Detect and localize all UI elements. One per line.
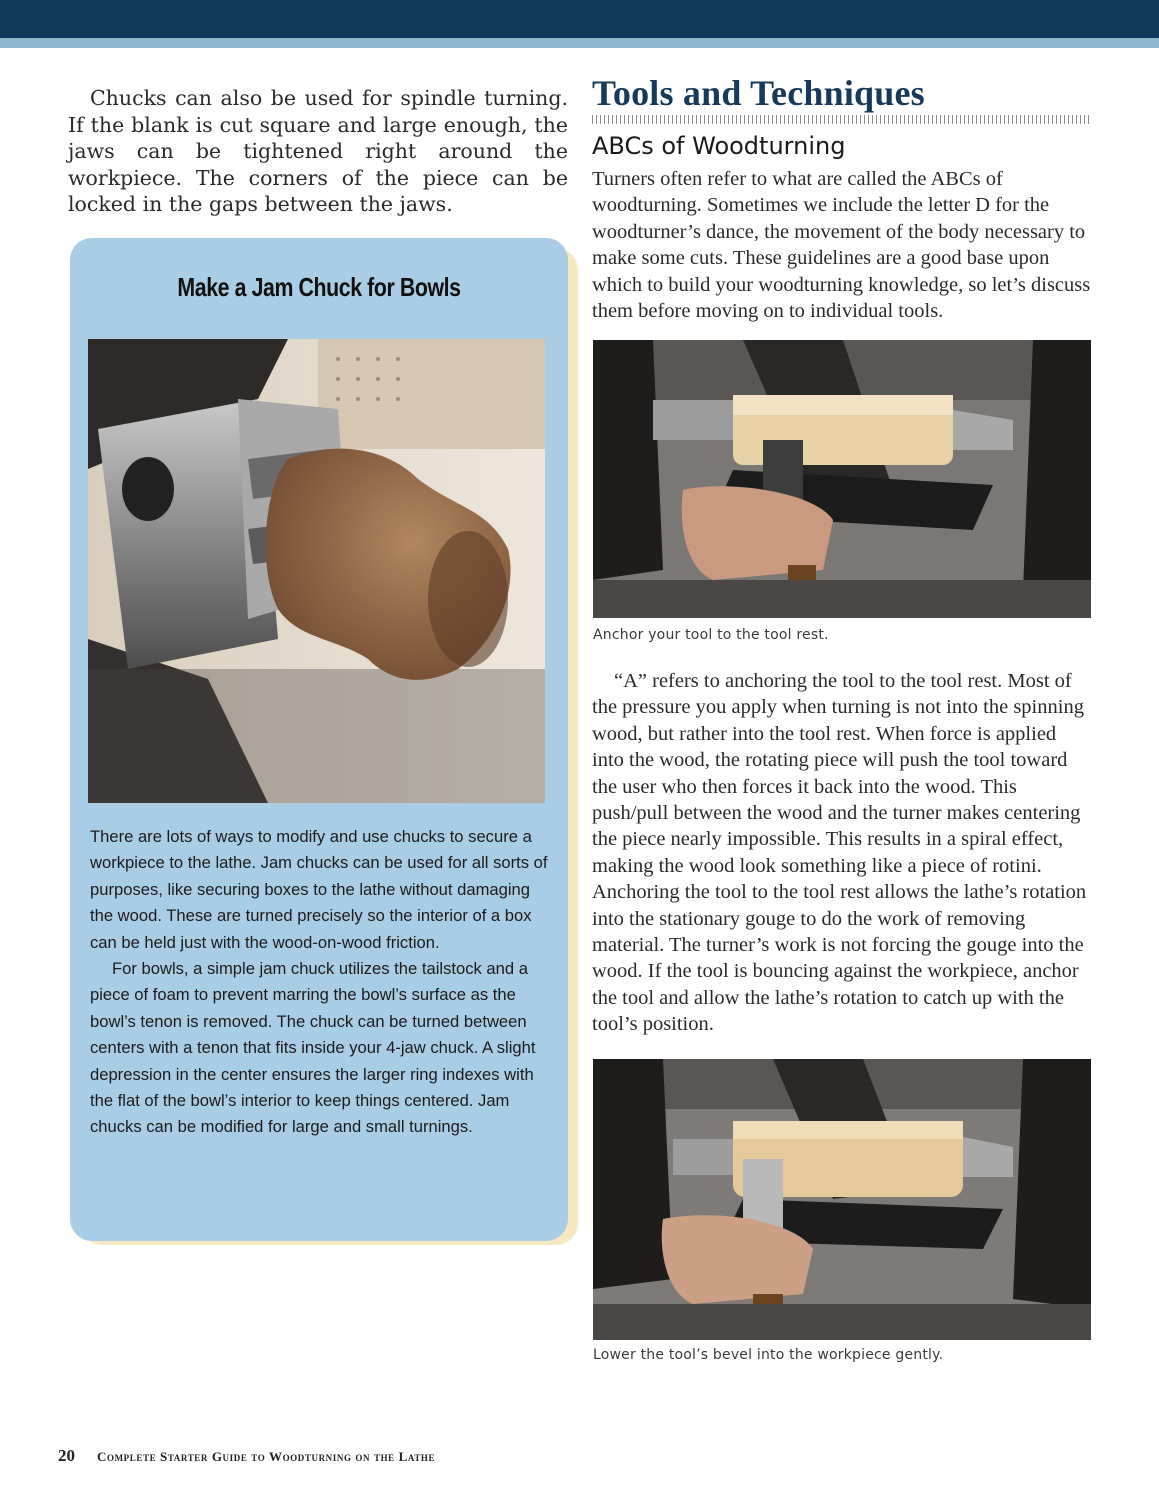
anchor-tool-photo (593, 340, 1091, 618)
sidebar-paragraph-2: For bowls, a simple jam chuck utilizes the tailstock and a piece of foam to prevent marring the bowl’s surface as the bowl’s tenon is removed. The chuck can be turned between centers with a tenon that fits inside your 4-jaw chuck. A slight depression in the center ensures the larger ring indexes with the flat of the bowl’s interior to keep things centered. Jam chucks can be modified for large and small turnings. (90, 959, 536, 1137)
header-stripe (0, 38, 1159, 48)
abc-paragraph-1: Turners often refer to what are called the ABCs of woodturning. Sometimes we include the letter D for the woodturner’s dance, the movement of the body necessary to make some cuts. These guidelines are a good base upon which to build your woodturning knowledge, so let’s discuss them before moving on to individual tools. (592, 168, 1091, 323)
jam-chuck-illustration (88, 339, 545, 803)
lathe-illustration-1 (593, 340, 1091, 618)
jam-chuck-photo (88, 339, 545, 803)
section-title: Tools and Techniques (592, 73, 925, 113)
caption-1: Anchor your tool to the tool rest. (593, 627, 829, 643)
sidebar-body (90, 824, 550, 1141)
intro-text (68, 85, 568, 218)
sidebar-paragraph-1: There are lots of ways to modify and use chucks to secure a workpiece to the lathe. Jam chucks can be used for all sorts of purposes, like securing boxes to the lathe without damaging the wood. These are turned precisely so the interior of a box can be held just with the wood-on-wood friction. (90, 827, 548, 952)
lathe-illustration-2 (593, 1059, 1091, 1340)
title-rule (592, 115, 1090, 124)
page-footer (58, 1446, 435, 1466)
page-number: 20 (58, 1446, 75, 1465)
sidebar-title: Make a Jam Chuck for Bowls (177, 272, 461, 302)
anchor-text (592, 668, 1092, 1038)
sidebar-box (70, 238, 568, 1241)
bevel-photo (593, 1059, 1091, 1340)
book-title: Complete Starter Guide to Woodturning on the Lathe (97, 1449, 436, 1464)
header-bar (0, 0, 1159, 38)
subhead: ABCs of Woodturning (592, 132, 846, 160)
abc-paragraph-2: “A” refers to anchoring the tool to the tool rest. Most of the pressure you apply when turning is not into the spinning wood, but rather into the tool rest. When force is applied into the wood, the rotating piece will push the tool toward the user who then forces it back into the wood. This push/pull between the wood and the turner makes centering the piece nearly impossible. This results in a spiral effect, making the wood look something like a piece of rotini. Anchoring the tool to the tool rest allows the lathe’s rotation into the stationary gouge to do the work of removing material. The turner’s work is not forcing the gouge into the wood. If the tool is bouncing against the workpiece, anchor the tool and allow the lathe’s rotation to catch up with the tool’s position. (592, 670, 1087, 1036)
intro-paragraph: Chucks can also be used for spindle turning. If the blank is cut square and large enough, the jaws can be tightened right around the workpiece. The corners of the piece can be locked in the gaps between the jaws. (68, 86, 568, 217)
abc-intro-text (592, 166, 1092, 324)
caption-2: Lower the tool’s bevel into the workpiece gently. (593, 1347, 944, 1363)
